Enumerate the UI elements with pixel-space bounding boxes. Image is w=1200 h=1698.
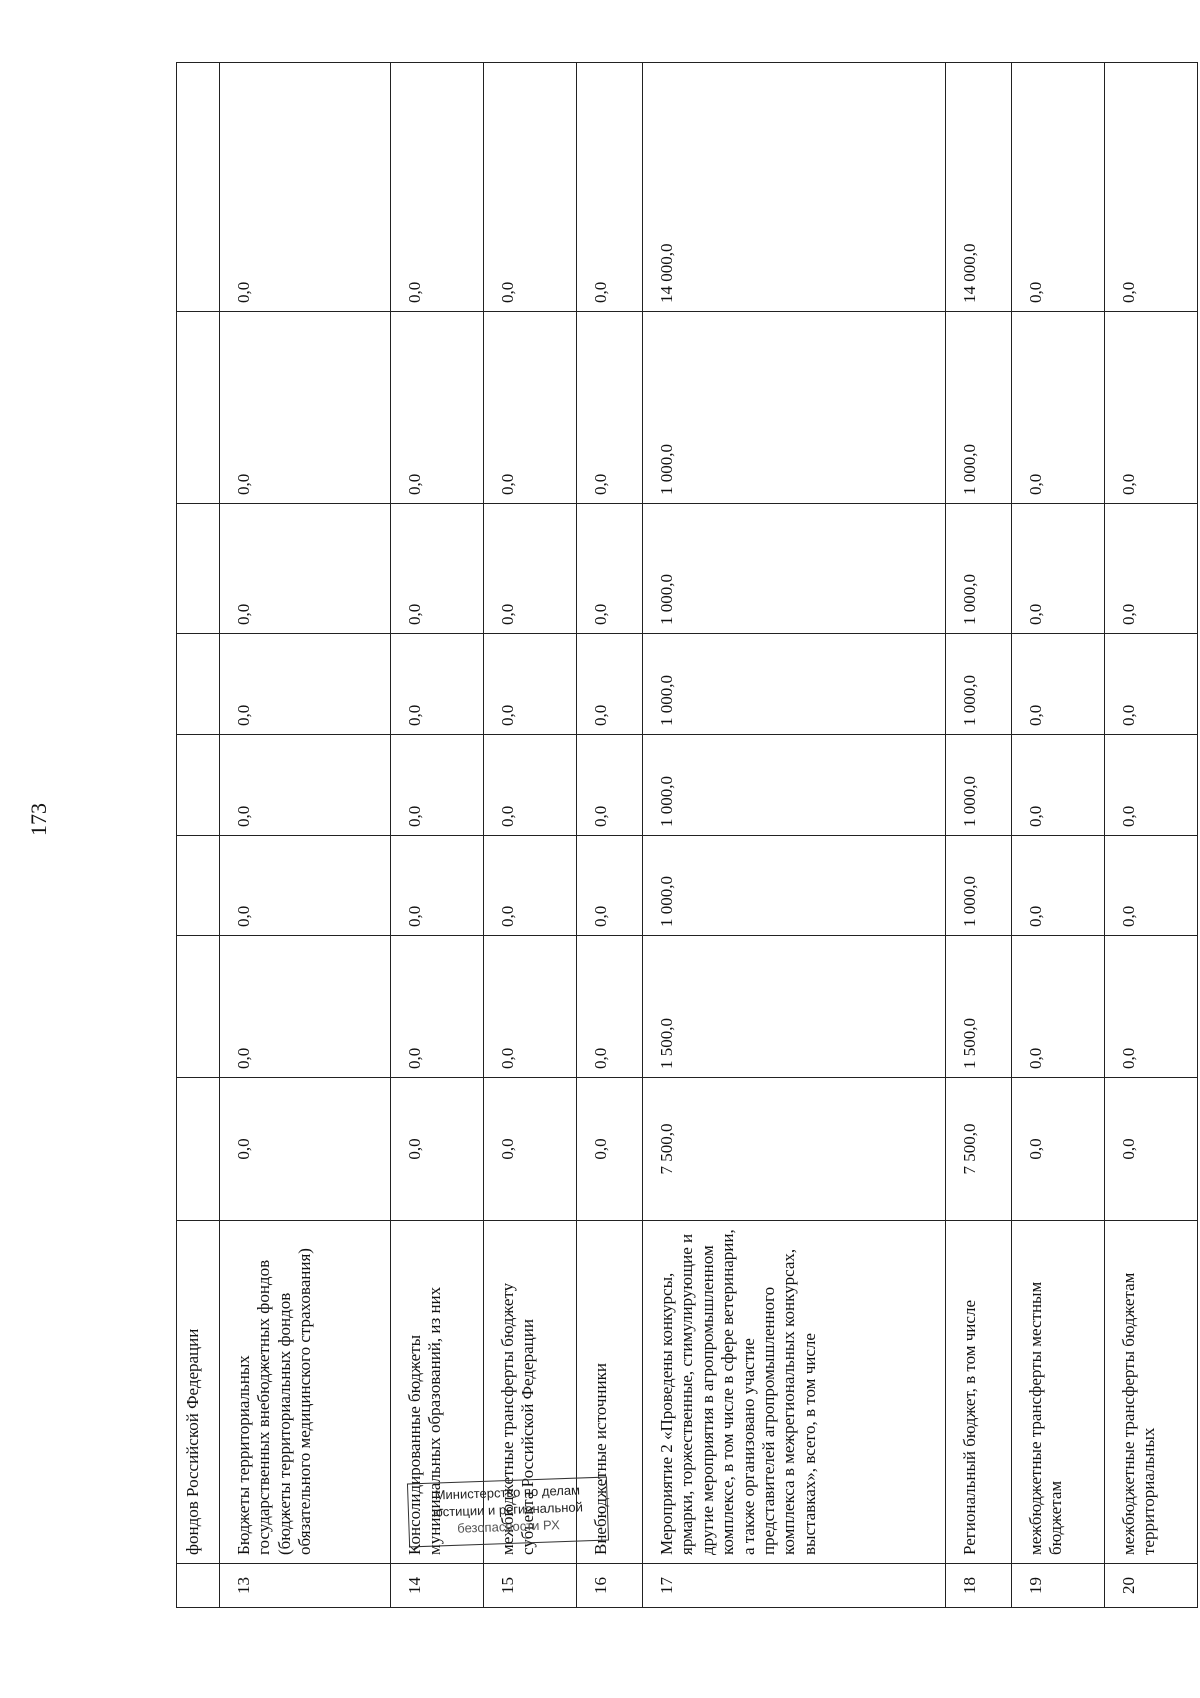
value-cell: 1 000,0 xyxy=(643,735,946,836)
value-cell: 1 000,0 xyxy=(946,836,1012,936)
value-cell: 0,0 xyxy=(1012,634,1105,735)
stamp-line-1: Министерство по делам xyxy=(434,1482,581,1503)
value-cell: 0,0 xyxy=(577,936,643,1078)
budget-table xyxy=(176,62,1198,1608)
table-row xyxy=(643,63,946,1608)
value-cell: 0,0 xyxy=(391,504,484,634)
value-cell: 0,0 xyxy=(1105,504,1198,634)
value-cell: 0,0 xyxy=(220,504,391,634)
value-cell: 0,0 xyxy=(1012,504,1105,634)
stamp-line-3: безопасности РХ xyxy=(456,1516,561,1536)
table-row xyxy=(484,63,577,1608)
value-cell xyxy=(177,1078,220,1221)
table-row xyxy=(220,63,391,1608)
row-name: Консолидированные бюджеты муниципальных образований, из них xyxy=(391,1221,484,1564)
value-cell: 1 000,0 xyxy=(643,836,946,936)
table-row xyxy=(946,63,1012,1608)
value-cell: 0,0 xyxy=(220,1078,391,1221)
row-number: 19 xyxy=(1012,1564,1105,1608)
value-cell: 0,0 xyxy=(577,63,643,312)
value-cell: 0,0 xyxy=(484,312,577,504)
table-row xyxy=(391,63,484,1608)
value-cell xyxy=(177,836,220,936)
value-cell xyxy=(177,504,220,634)
value-cell: 0,0 xyxy=(220,634,391,735)
value-cell: 14 000,0 xyxy=(643,63,946,312)
value-cell: 1 000,0 xyxy=(946,504,1012,634)
value-cell: 0,0 xyxy=(1105,836,1198,936)
value-cell: 0,0 xyxy=(577,1078,643,1221)
value-cell: 0,0 xyxy=(1012,936,1105,1078)
value-cell: 0,0 xyxy=(484,634,577,735)
value-cell: 0,0 xyxy=(391,312,484,504)
value-cell: 0,0 xyxy=(1105,634,1198,735)
value-cell: 1 000,0 xyxy=(643,634,946,735)
value-cell: 0,0 xyxy=(1012,63,1105,312)
value-cell: 0,0 xyxy=(577,634,643,735)
value-cell: 0,0 xyxy=(484,836,577,936)
value-cell: 0,0 xyxy=(1012,836,1105,936)
row-number: 18 xyxy=(946,1564,1012,1608)
value-cell: 0,0 xyxy=(577,312,643,504)
row-name: Бюджеты территориальных государственных внебюджетных фондов (бюджеты территориальных фондов обязательного медицинского страхования) xyxy=(220,1221,391,1564)
row-name: межбюджетные трансферты бюджету субъекта Российской Федерации xyxy=(484,1221,577,1564)
value-cell: 0,0 xyxy=(577,735,643,836)
value-cell: 0,0 xyxy=(391,1078,484,1221)
row-number: 20 xyxy=(1105,1564,1198,1608)
table-container xyxy=(176,63,1159,1608)
value-cell: 0,0 xyxy=(577,504,643,634)
ministry-stamp xyxy=(407,1477,609,1548)
value-cell: 0,0 xyxy=(484,1078,577,1221)
row-name: фондов Российской Федерации xyxy=(177,1221,220,1564)
value-cell: 0,0 xyxy=(484,63,577,312)
table-row xyxy=(1105,63,1198,1608)
row-number: 14 xyxy=(391,1564,484,1608)
value-cell: 0,0 xyxy=(391,735,484,836)
row-number: 16 xyxy=(577,1564,643,1608)
value-cell: 0,0 xyxy=(220,312,391,504)
row-name: Мероприятие 2 «Проведены конкурсы, ярмарки, торжественные, стимулирующие и другие мероприятия в агропромышленном комплексе, в том числе в сфере ветеринарии, а также организовано участие представителей агропромышленного комплекса в межрегиональных конкурсах, выставках», всего, в том числе xyxy=(643,1221,946,1564)
value-cell: 0,0 xyxy=(391,634,484,735)
row-number: 17 xyxy=(643,1564,946,1608)
value-cell: 1 500,0 xyxy=(643,936,946,1078)
row-name: Региональный бюджет, в том числе xyxy=(946,1221,1012,1564)
value-cell: 7 500,0 xyxy=(946,1078,1012,1221)
value-cell: 1 000,0 xyxy=(643,504,946,634)
value-cell xyxy=(177,634,220,735)
value-cell: 0,0 xyxy=(220,836,391,936)
value-cell: 0,0 xyxy=(1105,1078,1198,1221)
value-cell: 0,0 xyxy=(1105,936,1198,1078)
row-name: межбюджетные трансферты бюджетам территориальных xyxy=(1105,1221,1198,1564)
value-cell xyxy=(177,936,220,1078)
page-number: 173 xyxy=(26,803,51,836)
value-cell: 0,0 xyxy=(577,836,643,936)
table-row xyxy=(177,63,220,1608)
table-row xyxy=(1012,63,1105,1608)
row-name: межбюджетные трансферты местным бюджетам xyxy=(1012,1221,1105,1564)
value-cell: 0,0 xyxy=(1012,312,1105,504)
value-cell xyxy=(177,735,220,836)
value-cell: 1 500,0 xyxy=(946,936,1012,1078)
value-cell: 0,0 xyxy=(391,936,484,1078)
table-row xyxy=(577,63,643,1608)
value-cell: 0,0 xyxy=(1105,63,1198,312)
value-cell: 0,0 xyxy=(1105,735,1198,836)
row-number xyxy=(177,1564,220,1608)
row-name: Внебюджетные источники xyxy=(577,1221,643,1564)
value-cell: 14 000,0 xyxy=(946,63,1012,312)
value-cell: 0,0 xyxy=(1105,312,1198,504)
value-cell: 0,0 xyxy=(220,735,391,836)
row-number: 13 xyxy=(220,1564,391,1608)
value-cell xyxy=(177,63,220,312)
value-cell: 0,0 xyxy=(1012,1078,1105,1221)
value-cell: 0,0 xyxy=(220,936,391,1078)
value-cell: 0,0 xyxy=(484,735,577,836)
value-cell: 1 000,0 xyxy=(946,735,1012,836)
value-cell: 1 000,0 xyxy=(643,312,946,504)
value-cell: 0,0 xyxy=(1012,735,1105,836)
value-cell: 0,0 xyxy=(220,63,391,312)
value-cell: 0,0 xyxy=(391,836,484,936)
value-cell: 0,0 xyxy=(391,63,484,312)
value-cell: 7 500,0 xyxy=(643,1078,946,1221)
row-number: 15 xyxy=(484,1564,577,1608)
value-cell: 1 000,0 xyxy=(946,312,1012,504)
value-cell: 1 000,0 xyxy=(946,634,1012,735)
value-cell xyxy=(177,312,220,504)
value-cell: 0,0 xyxy=(484,504,577,634)
stamp-line-2: юстиции и региональной xyxy=(432,1499,584,1520)
value-cell: 0,0 xyxy=(484,936,577,1078)
